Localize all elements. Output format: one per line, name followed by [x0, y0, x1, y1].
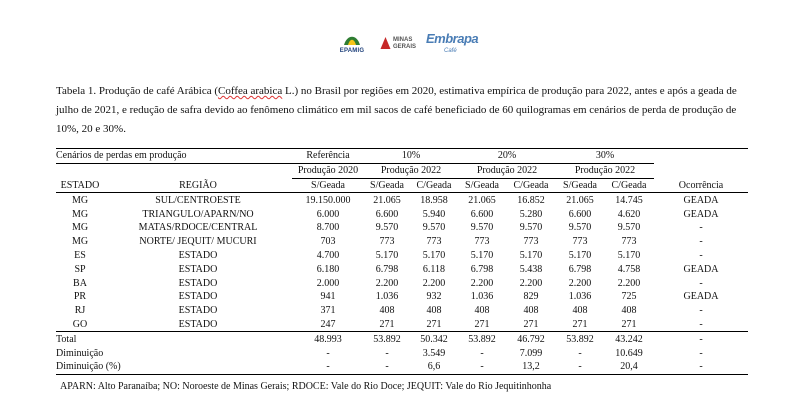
table-row: ES ESTADO 4.700 5.170 5.170 5.170 5.170 5.170 5.170 - — [74, 249, 703, 261]
summary-row-decrease-percent: Diminuição (%) - - 6,6 - 13,2 - 20,4 - — [56, 360, 748, 374]
header-row-production: Produção 2020 Produção 2022 Produção 2022 Produção 2022 — [56, 163, 748, 178]
header-row-columns: ESTADO REGIÃO S/Geada S/Geada C/Geada S/Geada C/Geada S/Geada C/Geada Ocorrência — [56, 178, 748, 193]
epamig-logo-text: EPAMIG — [339, 48, 365, 54]
table-row: BA ESTADO 2.000 2.200 2.200 2.200 2.200 2.200 2.200 - — [73, 277, 703, 289]
summary-row-total: Total 48.993 53.892 50.342 53.892 46.792 53.892 43.242 - — [56, 333, 703, 345]
header-logos — [330, 30, 480, 60]
minas-gerais-triangle-icon — [380, 36, 391, 50]
epamig-mark-icon — [343, 32, 361, 46]
table-row: MG MATAS/RDOCE/CENTRAL 8.700 9.570 9.570 9.570 9.570 9.570 9.570 - — [71, 222, 703, 234]
embrapa-cafe-logo — [426, 30, 480, 60]
footnote: APARN: Alto Paranaíba; NO: Noroeste de Minas Gerais; RDOCE: Vale do Rio Doce; JEQUIT: Vale do Rio Jequitinhonha — [60, 381, 552, 392]
embrapa-cafe-text: Café — [444, 48, 457, 54]
embrapa-logo-text: Embrapa — [426, 31, 479, 46]
table-row: SP ESTADO 6.180 6.798 6.118 6.798 5.438 6.798 4.758 GEADA — [74, 263, 719, 275]
table-row: PR ESTADO 941 1.036 932 1.036 829 1.036 725 GEADA — [73, 291, 719, 303]
minas-gerais-logo — [380, 34, 422, 56]
header-row-scenarios: Cenários de perdas em produção Referência 10% 20% 30% — [56, 149, 748, 164]
epamig-logo — [330, 32, 374, 60]
species-name: Coffea arabica — [218, 85, 283, 97]
minas-gerais-logo-text: MINAS GERAIS — [393, 37, 417, 50]
coffee-production-table — [56, 148, 748, 375]
table-row: RJ ESTADO 371 408 408 408 408 408 408 - — [74, 305, 703, 317]
table-row: GO ESTADO 247 271 271 271 271 271 271 - — [56, 318, 748, 332]
table-row: MG SUL/CENTROESTE 19.150.000 21.065 18.958 21.065 16.852 21.065 14.745 GEADA — [71, 194, 719, 206]
summary-row-decrease: Diminuição - - 3.549 - 7.099 - 10.649 - — [56, 347, 703, 359]
table-caption: Tabela 1. Produção de café Arábica (Coffea arabica L.) no Brasil por regiões em 2020, estimativa empírica de produção para 2022, antes e após a geada de julho de 2021, e redução de safra devido ao fenômeno climático em mil sacos de café beneficiado de 60 quilogramas em cenários de perda de produção de 10%, 20 e 30%. — [56, 85, 737, 135]
table-row: MG NORTE/ JEQUIT/ MUCURI 703 773 773 773 773 773 773 - — [71, 236, 703, 248]
table-row: MG TRIANGULO/APARN/NO 6.000 6.600 5.940 6.600 5.280 6.600 4.620 GEADA — [71, 208, 719, 220]
